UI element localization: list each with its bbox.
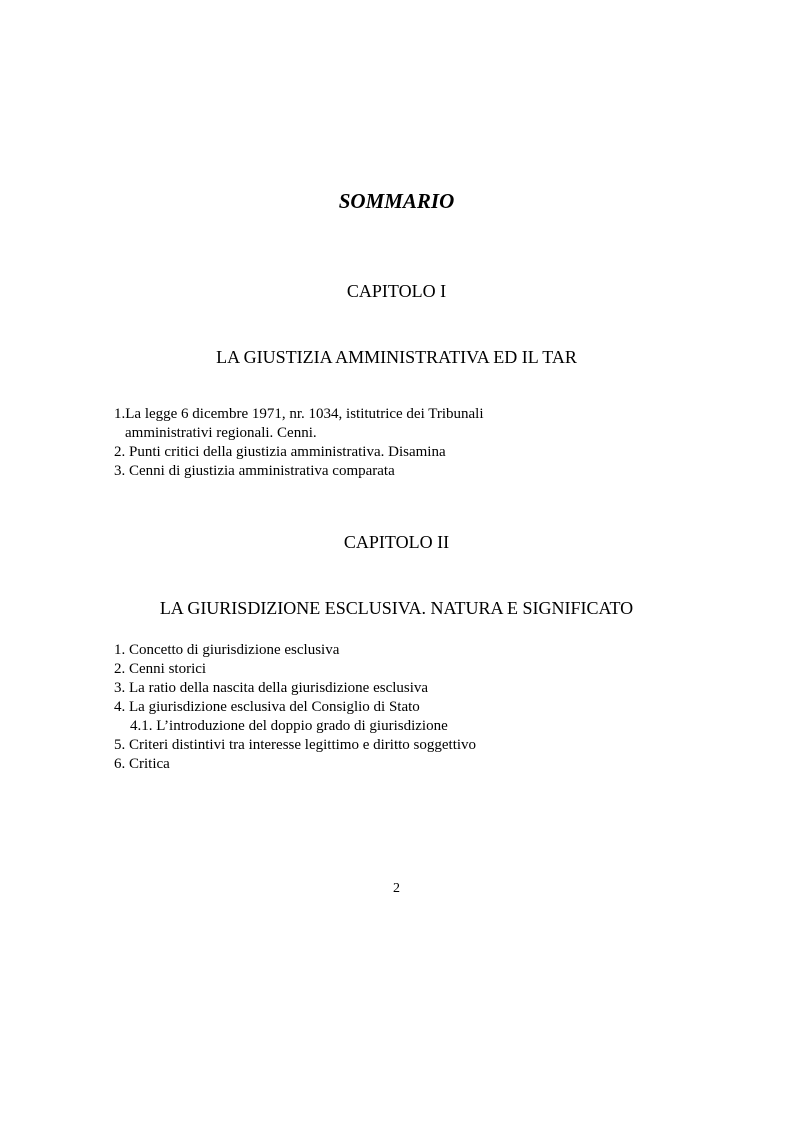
toc-item: 2. Punti critici della giustizia amministrativa. Disamina — [114, 444, 446, 460]
chapter-1-heading: CAPITOLO I — [346, 281, 447, 301]
chapter-2-heading: CAPITOLO II — [343, 532, 450, 552]
toc-item: 3. La ratio della nascita della giurisdizione esclusiva — [114, 680, 429, 696]
toc-item: 6. Critica — [114, 756, 170, 772]
document-title: SOMMARIO — [338, 189, 455, 213]
toc-item: 3. Cenni di giustizia amministrativa comparata — [114, 463, 395, 479]
chapter-2-toc — [114, 641, 476, 774]
chapter-1-toc — [114, 405, 484, 481]
chapter-1-title: LA GIUSTIZIA AMMINISTRATIVA ED IL TAR — [216, 347, 577, 367]
toc-item: 5. Criteri distintivi tra interesse legittimo e diritto soggettivo — [114, 737, 477, 753]
page-number: 2 — [393, 881, 400, 896]
toc-item: 2. Cenni storici — [114, 661, 207, 677]
toc-subitem: 4.1. L’introduzione del doppio grado di giurisdizione — [130, 718, 448, 734]
chapter-2-title: LA GIURISDIZIONE ESCLUSIVA. NATURA E SIGNIFICATO — [159, 598, 634, 618]
toc-item-continuation: amministrativi regionali. Cenni. — [125, 425, 317, 441]
toc-item: 1.La legge 6 dicembre 1971, nr. 1034, istitutrice dei Tribunali — [114, 406, 484, 422]
toc-item: 1. Concetto di giurisdizione esclusiva — [114, 642, 340, 658]
toc-item: 4. La giurisdizione esclusiva del Consiglio di Stato — [114, 699, 420, 715]
